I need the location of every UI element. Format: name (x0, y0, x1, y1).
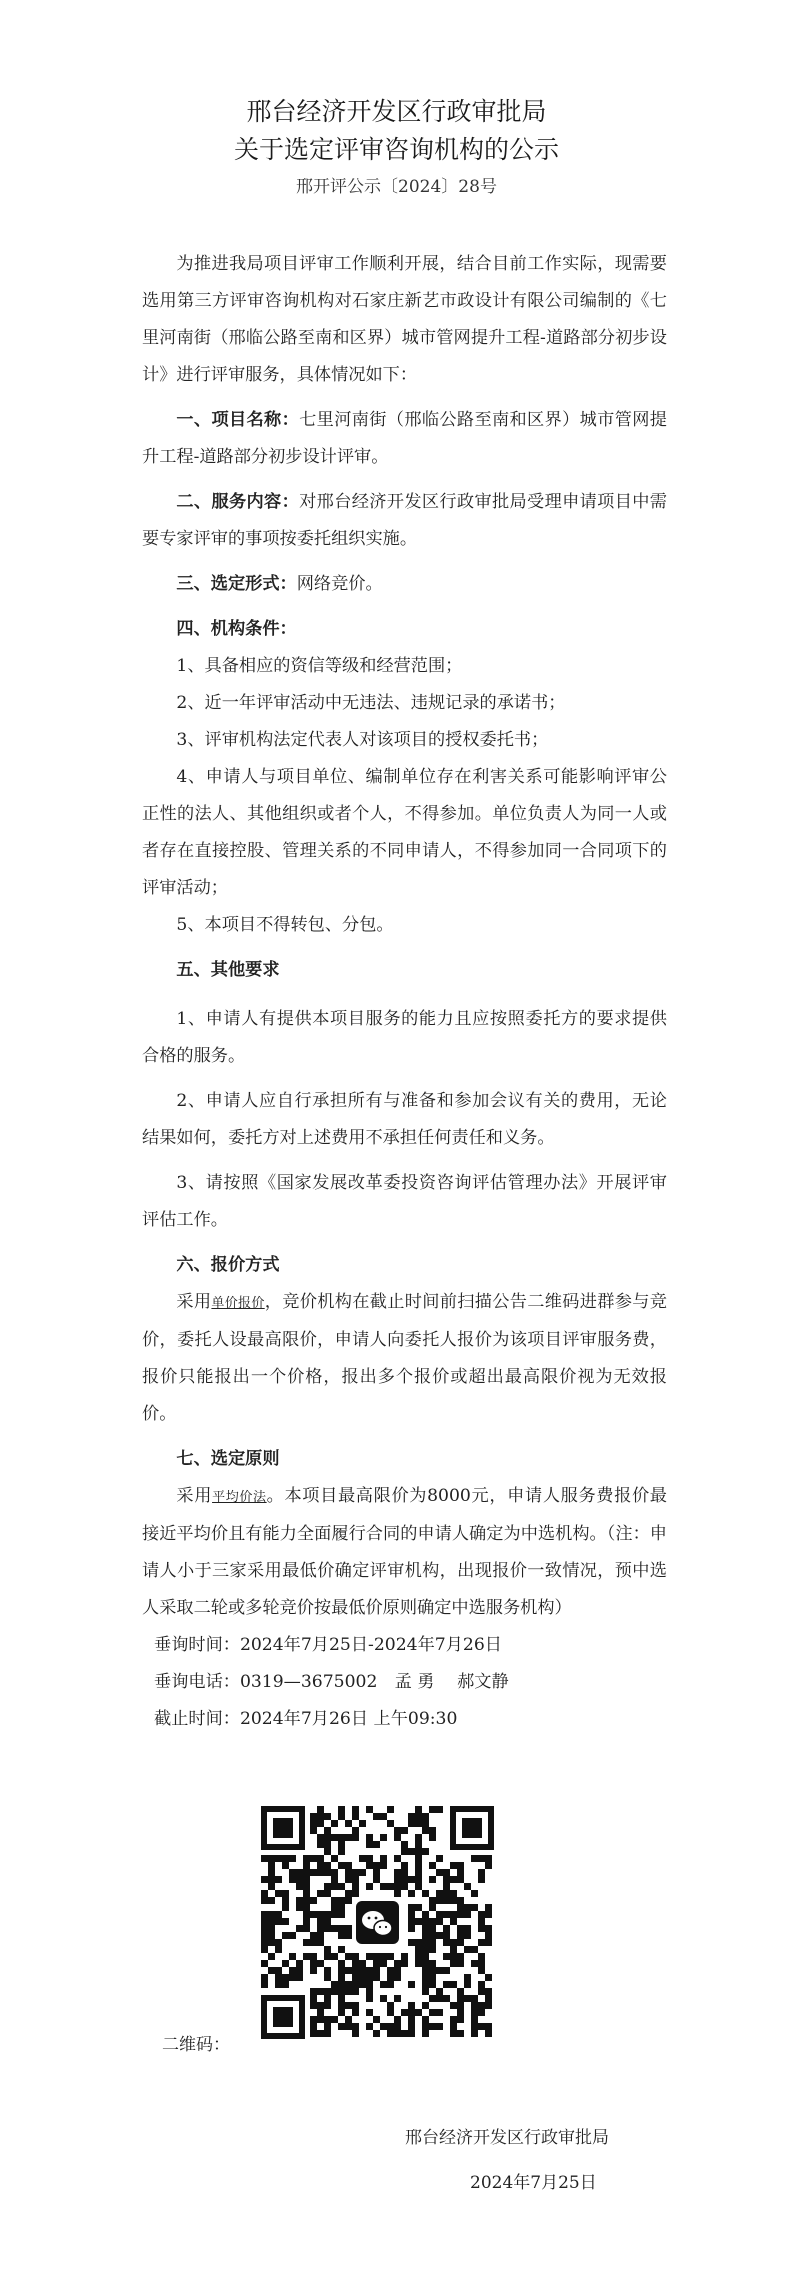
section-text: ，竞价机构在截止时间前扫描公告二维码进群参与竞价，委托人设最高限价，申请人向委托人报价为该项目评审服务费，报价只能报出一个价格，报出多个报价或超出最高限价视为无效报价。 (142, 1292, 667, 1424)
section-heading: 七、选定原则 (176, 1449, 280, 1469)
section-service-content (142, 484, 667, 558)
inquiry-phone: 垂询电话：0319—3675002 孟 勇 郝文静 (154, 1672, 509, 1692)
section-heading: 六、报价方式 (176, 1255, 280, 1275)
issue-date: 2024年7月25日 (470, 2173, 597, 2193)
list-item: 2、近一年评审活动中无违法、违规记录的承诺书； (176, 693, 566, 713)
prefix-text: 采用 (176, 1486, 213, 1506)
principle-text (142, 1478, 667, 1627)
method-underlined: 单价报价 (211, 1296, 265, 1311)
list-item: 5、本项目不得转包、分包。 (176, 915, 394, 935)
list-item: 4、申请人与项目单位、编制单位存在利害关系可能影响评审公正性的法人、其他组织或者个人，不得参加。单位负责人为同一人或者存在直接控股、管理关系的不同申请人，不得参加同一合同项下的评审活动； (142, 767, 667, 898)
section-other-requirements (142, 952, 667, 989)
list-item: 2、申请人应自行承担所有与准备和参加会议有关的费用，无论结果如何，委托方对上述费用不承担任何责任和义务。 (142, 1091, 667, 1148)
document-number: 邢开评公示〔2024〕28号 (296, 177, 497, 197)
section-text: 网络竞价。 (296, 574, 383, 594)
list-item: 3、请按照《国家发展改革委投资咨询评估管理办法》开展评审评估工作。 (142, 1173, 667, 1230)
title-line-2: 关于选定评审咨询机构的公示 (233, 135, 559, 164)
section-project-name (142, 402, 667, 476)
section-heading: 二、服务内容： (176, 492, 300, 512)
section-heading: 一、项目名称： (176, 410, 300, 430)
section-text: 。本项目最高限价为8000元，申请人服务费报价最接近平均价且有能力全面履行合同的申请人确定为中选机构。（注：申请人小于三家采用最低价确定评审机构，出现报价一致情况，预中选人采取二轮或多轮竞价按最低价原则确定中选服务机构） (142, 1486, 667, 1618)
title-line-1: 邢台经济开发区行政审批局 (246, 97, 547, 126)
list-item: 1、具备相应的资信等级和经营范围； (176, 656, 463, 676)
inquiry-time: 垂询时间：2024年7月25日-2024年7月26日 (154, 1635, 502, 1655)
issuer-signature: 邢台经济开发区行政审批局 (405, 2128, 609, 2148)
notice-body (142, 246, 667, 1738)
section-heading: 五、其他要求 (176, 960, 280, 980)
section-selection-principle (142, 1441, 667, 1478)
list-item: 1、申请人有提供本项目服务的能力且应按照委托方的要求提供合格的服务。 (142, 1009, 667, 1066)
deadline: 截止时间：2024年7月26日 上午09:30 (154, 1709, 458, 1729)
qr-code[interactable] (255, 1800, 500, 2045)
quotation-text (142, 1284, 667, 1433)
section-text: 七里河南街（邢临公路至南和区界）城市管网提升工程-道路部分初步设计评审。 (142, 410, 667, 467)
qr-label: 二维码： (162, 2035, 230, 2055)
section-text: 对邢台经济开发区行政审批局受理申请项目中需要专家评审的事项按委托组织实施。 (142, 492, 667, 549)
section-conditions (142, 611, 667, 648)
method-underlined: 平均价法 (212, 1490, 267, 1505)
section-selection-form (142, 566, 667, 603)
section-heading: 四、机构条件： (176, 619, 297, 639)
prefix-text: 采用 (176, 1292, 212, 1312)
section-quotation-method (142, 1247, 667, 1284)
section-heading: 三、选定形式： (176, 574, 297, 594)
intro-paragraph: 为推进我局项目评审工作顺利开展，结合目前工作实际，现需要选用第三方评审咨询机构对石家庄新艺市政设计有限公司编制的《七里河南街（邢临公路至南和区界）城市管网提升工程-道路部分初步设计》进行评审服务，具体情况如下： (142, 254, 667, 385)
wechat-icon (352, 1897, 403, 1948)
list-item: 3、评审机构法定代表人对该项目的授权委托书； (176, 730, 549, 750)
